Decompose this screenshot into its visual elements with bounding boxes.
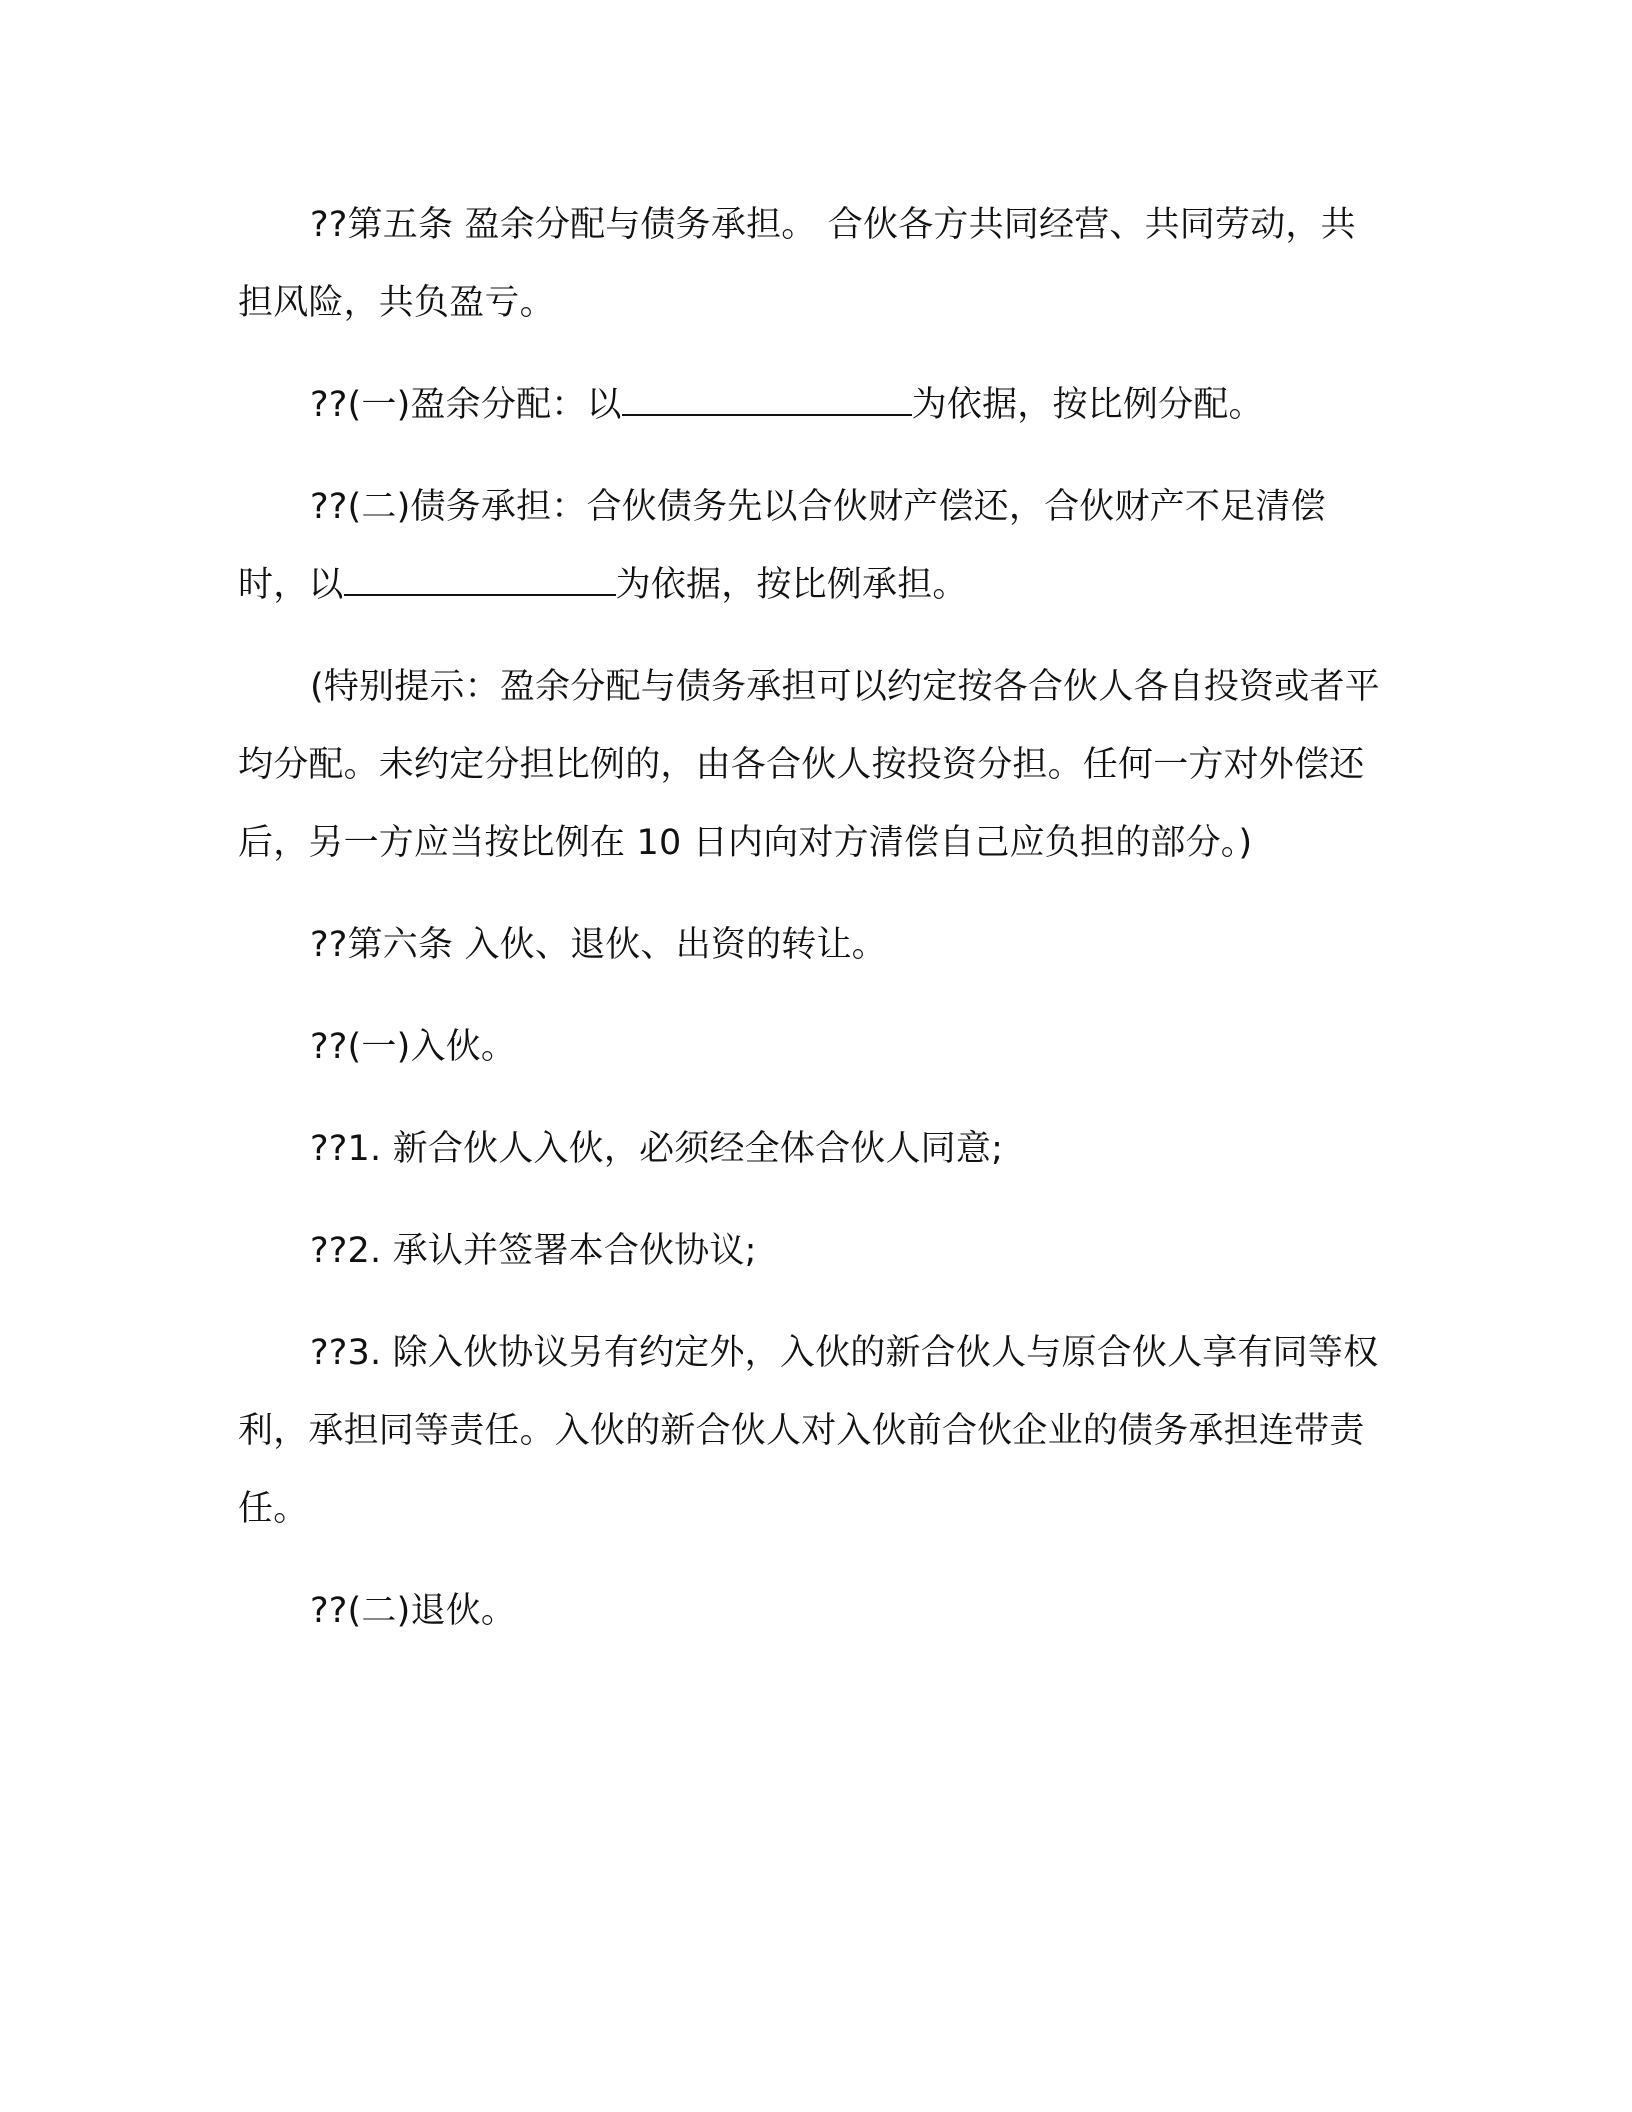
debt-bearing-clause xyxy=(238,468,1388,624)
joining-item-2: ??2. 承认并签署本合伙协议; xyxy=(310,1231,757,1271)
debt-bearing-suffix: 为依据，按比例承担。 xyxy=(615,565,968,605)
joining-heading: ??(一)入伙。 xyxy=(310,1027,517,1067)
profit-basis-blank[interactable] xyxy=(622,383,912,417)
special-note: (特别提示：盈余分配与债务承担可以约定按各合伙人各自投资或者平均分配。未约定分担比例的，由各合伙人按投资分担。任何一方对外偿还后，另一方应当按比例在 10 日内向对方清偿自己应负担的部分。) xyxy=(238,667,1380,863)
article-6-heading: ??第六条 入伙、退伙、出资的转让。 xyxy=(310,925,887,965)
joining-item-3: ??3. 除入伙协议另有约定外，入伙的新合伙人与原合伙人享有同等权利，承担同等责任。入伙的新合伙人对入伙前合伙企业的债务承担连带责任。 xyxy=(238,1333,1379,1529)
joining-item-1: ??1. 新合伙人入伙，必须经全体合伙人同意; xyxy=(310,1129,1004,1169)
profit-distribution-suffix: 为依据，按比例分配。 xyxy=(911,385,1264,425)
document-content xyxy=(238,186,1388,1674)
debt-bearing-prefix: ??(二)债务承担：合伙债务先以合伙财产偿还，合伙财产不足清偿时，以 xyxy=(238,487,1326,605)
debt-basis-blank[interactable] xyxy=(344,563,616,597)
article-5-heading: ??第五条 盈余分配与债务承担。 合伙各方共同经营、共同劳动，共担风险，共负盈亏。 xyxy=(238,205,1356,323)
profit-distribution-clause xyxy=(238,366,1388,444)
profit-distribution-prefix: ??(一)盈余分配：以 xyxy=(310,385,622,425)
withdrawal-heading: ??(二)退伙。 xyxy=(310,1591,517,1631)
